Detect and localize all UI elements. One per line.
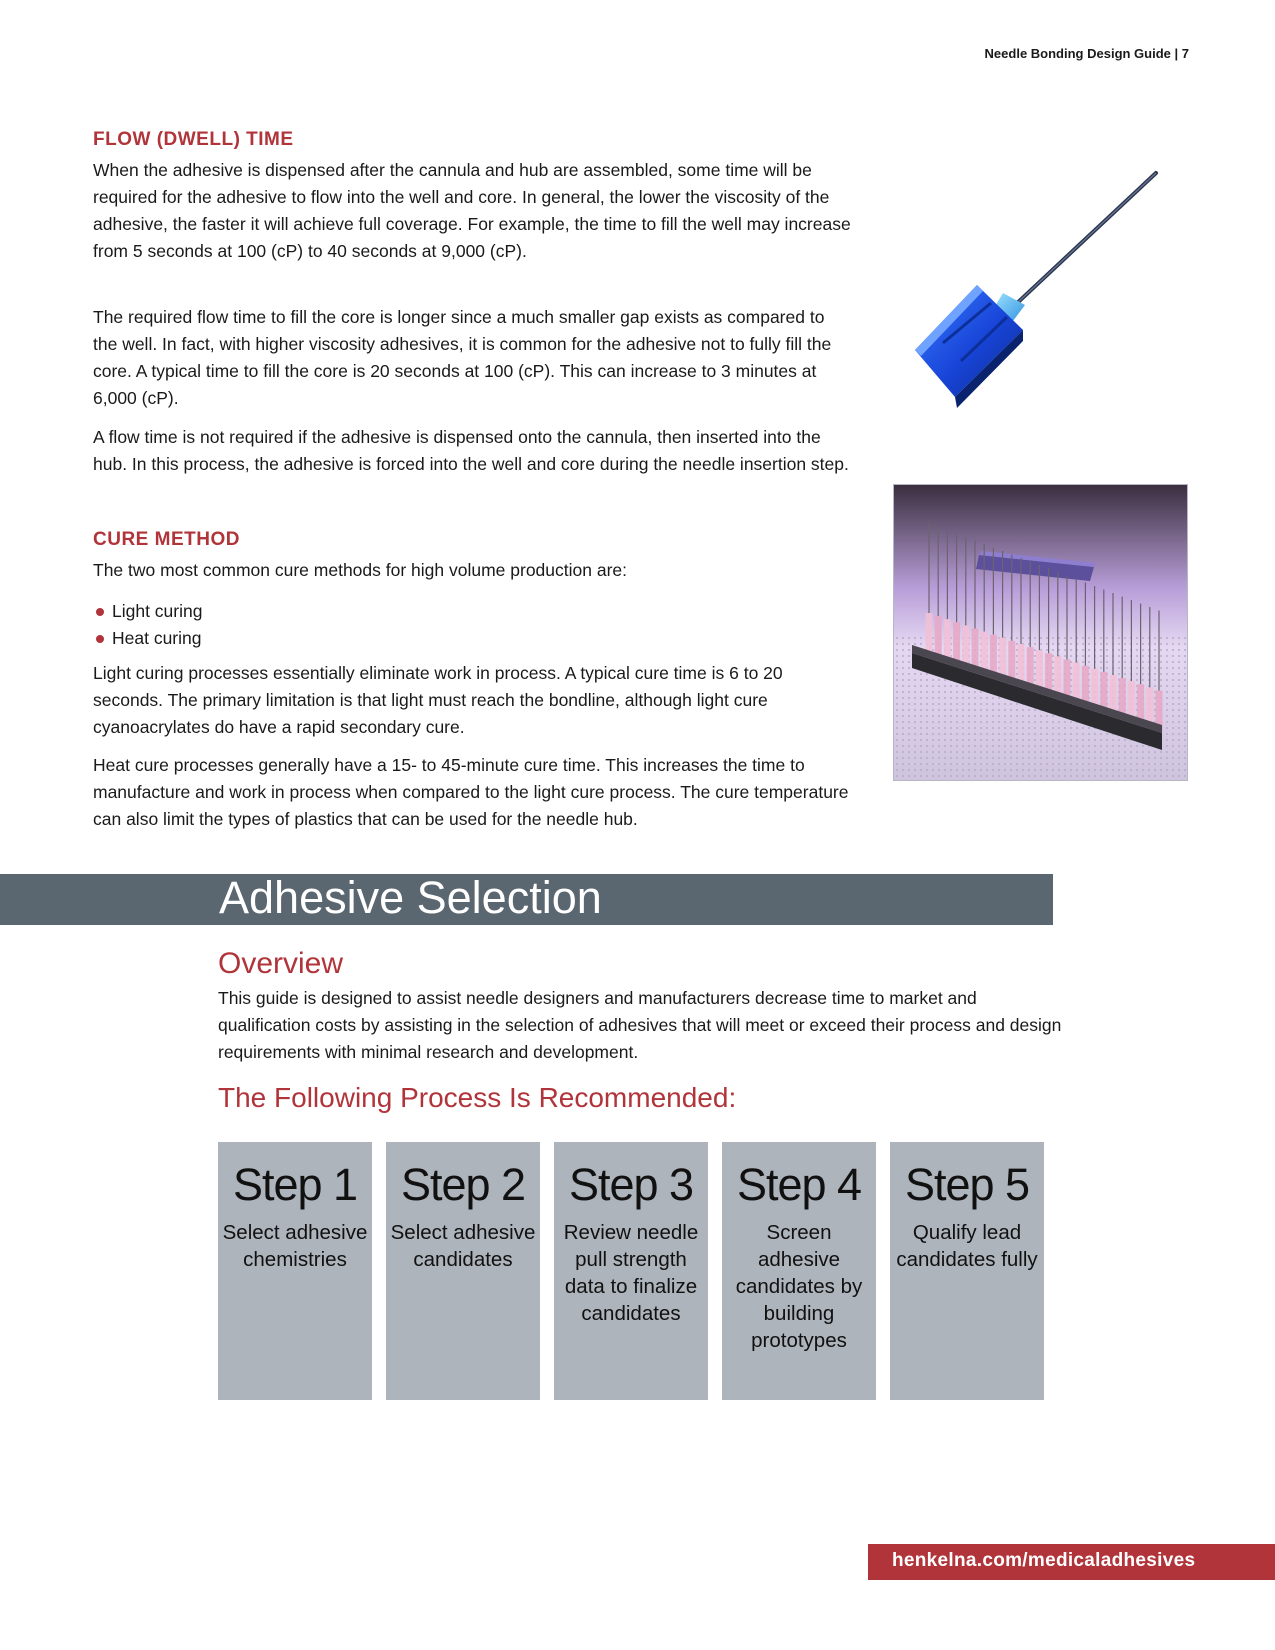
flow-time-paragraph-1: When the adhesive is dispensed after the cannula and hub are assembled, some time will be required for the adhesive to flow into the well and core. In general, the lower the viscosity of the adhesive, the faster it will achieve full coverage. For example, the time to fill the well may increase from 5 seconds at 100 (cP) to 40 seconds at 9,000 (cP). xyxy=(93,160,851,261)
bullet-text: Heat curing xyxy=(112,628,202,648)
step-card-5 xyxy=(890,1142,1044,1400)
step-card-1 xyxy=(218,1142,372,1400)
overview-paragraph: This guide is designed to assist needle designers and manufacturers decrease time to market and qualification costs by assisting in the selection of adhesives that will meet or exceed their process and design requirements with minimal research and development. xyxy=(218,988,1062,1062)
step-title: Step 1 xyxy=(232,1159,358,1210)
step-title: Step 3 xyxy=(568,1159,694,1210)
step-description: Select adhesive chemistries xyxy=(222,1221,368,1271)
list-item xyxy=(93,625,202,652)
cure-method-paragraph-2: Heat cure processes generally have a 15- to 45-minute cure time. This increases the time to manufacture and work in process when compared to the light cure process. The cure temperature can also limit the types of plastics that can be used for the needle hub. xyxy=(93,755,849,829)
process-heading: The Following Process Is Recommended: xyxy=(218,1082,737,1113)
step-description: Select adhesive candidates xyxy=(390,1221,536,1271)
needle-hub-photo xyxy=(895,165,1185,435)
cure-method-heading: CURE METHOD xyxy=(93,529,240,550)
cure-method-list xyxy=(93,598,202,652)
step-card-4 xyxy=(722,1142,876,1400)
step-title: Step 2 xyxy=(400,1159,526,1210)
overview-heading: Overview xyxy=(218,947,344,980)
running-header: Needle Bonding Design Guide | 7 xyxy=(984,46,1189,61)
step-description: Screen adhesive candidates by building prototypes xyxy=(735,1221,863,1352)
step-card-2 xyxy=(386,1142,540,1400)
step-description: Review needle pull strength data to finalize candidates xyxy=(563,1221,699,1325)
step-title: Step 4 xyxy=(736,1159,862,1210)
bullet-text: Light curing xyxy=(112,601,203,621)
adhesive-selection-title: Adhesive Selection xyxy=(219,872,602,923)
needle-array-illustration xyxy=(894,485,1187,780)
bullet-icon xyxy=(96,635,104,643)
flow-time-paragraph-2: The required flow time to fill the core is longer since a much smaller gap exists as compared to the well. In fact, with higher viscosity adhesives, it is common for the adhesive not to fully fill the core. A typical time to fill the core is 20 seconds at 100 (cP). This can increase to 3 minutes at 6,000 (cP). xyxy=(93,307,832,408)
flow-time-paragraph-3: A flow time is not required if the adhesive is dispensed onto the cannula, then inserted into the hub. In this process, the adhesive is forced into the well and core during the needle insertion step. xyxy=(93,427,849,474)
footer-website-link[interactable]: henkelna.com/medicaladhesives xyxy=(892,1550,1196,1571)
step-title: Step 5 xyxy=(904,1159,1030,1210)
flow-time-heading: FLOW (DWELL) TIME xyxy=(93,129,294,150)
cure-method-paragraph-1: Light curing processes essentially eliminate work in process. A typical cure time is 6 to 20 seconds. The primary limitation is that light must reach the bondline, although light cure cyanoacrylates do have a rapid secondary cure. xyxy=(93,663,783,737)
list-item xyxy=(93,598,202,625)
step-description: Qualify lead candidates fully xyxy=(896,1221,1038,1271)
needle-array-curing-photo xyxy=(893,484,1188,781)
bullet-icon xyxy=(96,608,104,616)
cure-method-intro: The two most common cure methods for high volume production are: xyxy=(93,560,627,580)
step-card-3 xyxy=(554,1142,708,1400)
